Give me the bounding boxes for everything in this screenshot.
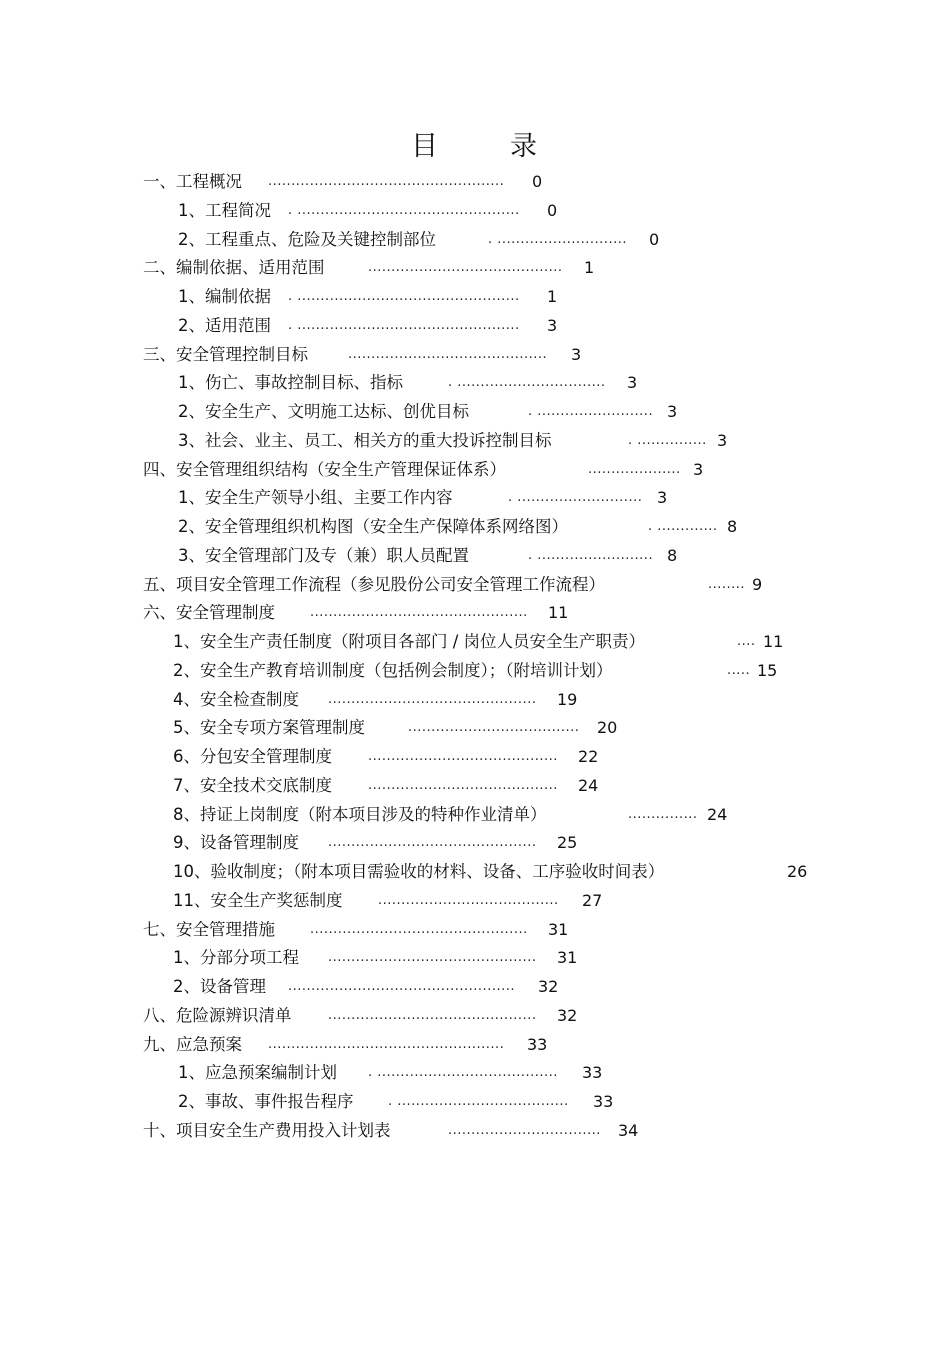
toc-entry-leader: .... xyxy=(737,634,756,649)
toc-entry-page-number: 24 xyxy=(578,775,599,795)
toc-entry[interactable] xyxy=(0,887,950,915)
toc-entry-leader: ....................................... xyxy=(378,892,559,908)
toc-entry-page-number: 20 xyxy=(597,718,618,738)
toc-entry[interactable] xyxy=(0,369,950,397)
toc-entry-label: 六、安全管理制度 xyxy=(143,603,275,623)
toc-entry-label: 3、社会、业主、员工、相关方的重大投诉控制目标 xyxy=(178,430,552,450)
toc-entry-page-number: 1 xyxy=(584,258,595,278)
toc-entry[interactable] xyxy=(0,571,950,599)
toc-entry[interactable] xyxy=(0,686,950,714)
toc-entry-label: 四、安全管理组织结构（安全生产管理保证体系） xyxy=(143,459,506,479)
toc-entry-page-number: 1 xyxy=(547,287,558,306)
toc-entry-leader: ..... xyxy=(727,662,751,678)
toc-entry-leader: . ........................... xyxy=(508,490,643,506)
toc-entry-leader: ........ xyxy=(708,576,746,592)
toc-entry-leader: . ..................................... xyxy=(388,1094,569,1109)
page-title xyxy=(0,124,950,163)
toc-entry-label: 1、工程简况 xyxy=(178,200,271,220)
toc-entry-page-number: 19 xyxy=(557,689,578,709)
title-char-left: 目 xyxy=(411,131,440,162)
toc-entry-page-number: 33 xyxy=(582,1063,603,1083)
toc-entry-page-number: 15 xyxy=(757,660,778,680)
toc-entry[interactable] xyxy=(0,801,950,829)
toc-entry-page-number: 11 xyxy=(763,632,784,651)
toc-entry-label: 十、项目安全生产费用投入计划表 xyxy=(143,1120,391,1140)
toc-entry-page-number: 0 xyxy=(532,172,543,191)
toc-entry-label: 2、设备管理 xyxy=(173,977,266,996)
toc-entry[interactable] xyxy=(0,743,950,771)
toc-entry-label: 1、安全生产领导小组、主要工作内容 xyxy=(178,488,453,508)
toc-entry[interactable] xyxy=(0,427,950,455)
toc-entry[interactable] xyxy=(0,226,950,254)
toc-entry[interactable] xyxy=(0,858,950,886)
toc-entry-leader: . ................................................ xyxy=(288,317,520,333)
toc-entry-label: 1、编制依据 xyxy=(178,287,271,306)
toc-entry-leader: . ......................... xyxy=(528,404,654,419)
toc-entry-label: 5、安全专项方案管理制度 xyxy=(173,718,365,738)
toc-entry-page-number: 8 xyxy=(667,545,678,565)
toc-entry-label: 1、安全生产责任制度（附项目各部门 / 岗位人员安全生产职责） xyxy=(173,632,646,651)
toc-entry-page-number: 31 xyxy=(557,948,578,968)
toc-entry-page-number: 11 xyxy=(548,603,569,623)
toc-entry[interactable] xyxy=(0,944,950,972)
toc-entry[interactable] xyxy=(0,1002,950,1030)
toc-entry[interactable] xyxy=(0,1117,950,1145)
toc-entry[interactable] xyxy=(0,484,950,512)
toc-entry-label: 2、安全生产教育培训制度（包括例会制度）；（附培训计划） xyxy=(173,660,613,680)
toc-entry-page-number: 22 xyxy=(578,747,599,766)
toc-entry-leader: ............................................. xyxy=(328,835,537,851)
toc-entry[interactable] xyxy=(0,341,950,369)
toc-entry-page-number: 8 xyxy=(727,517,738,536)
toc-entry[interactable] xyxy=(0,916,950,944)
toc-entry-label: 4、安全检查制度 xyxy=(173,689,299,709)
toc-entry-label: 1、应急预案编制计划 xyxy=(178,1063,337,1083)
toc-entry-label: 2、工程重点、危险及关键控制部位 xyxy=(178,229,436,249)
title-char-right: 录 xyxy=(510,131,539,162)
toc-entry-page-number: 0 xyxy=(547,200,558,220)
toc-entry-leader: ......................................... xyxy=(368,777,558,793)
toc-entry-leader: ............................................. xyxy=(328,1007,537,1023)
toc-entry-leader: ............................................. xyxy=(328,950,537,966)
toc-entry-label: 10、验收制度；（附本项目需验收的材料、设备、工序验收时间表） xyxy=(173,862,665,881)
toc-entry-page-number: 24 xyxy=(707,804,728,824)
toc-entry-label: 二、编制依据、适用范围 xyxy=(143,258,325,278)
toc-entry-leader: ................................................. xyxy=(288,979,515,994)
toc-entry-leader: ................................................... xyxy=(268,1036,505,1052)
toc-entry-leader: . ................................................ xyxy=(288,289,520,304)
toc-entry-page-number: 3 xyxy=(693,459,704,479)
toc-entry[interactable] xyxy=(0,973,950,1001)
toc-entry-label: 九、应急预案 xyxy=(143,1034,242,1054)
toc-entry-leader: ............................................... xyxy=(310,921,528,937)
toc-entry[interactable] xyxy=(0,1059,950,1087)
toc-entry-page-number: 9 xyxy=(752,574,763,594)
toc-entry-leader: ......................................... xyxy=(368,749,558,764)
toc-entry[interactable] xyxy=(0,657,950,685)
toc-entry[interactable] xyxy=(0,628,950,656)
toc-entry-label: 7、安全技术交底制度 xyxy=(173,775,332,795)
toc-entry-label: 八、危险源辨识清单 xyxy=(143,1005,292,1025)
toc-entry[interactable] xyxy=(0,714,950,742)
toc-entry-page-number: 34 xyxy=(618,1120,639,1140)
toc-entry-leader: ................................. xyxy=(448,1122,601,1138)
toc-entry[interactable] xyxy=(0,168,950,196)
toc-entry-leader: ............... xyxy=(628,806,698,822)
toc-entry-page-number: 25 xyxy=(557,833,578,853)
toc-entry-label: 七、安全管理措施 xyxy=(143,919,275,939)
toc-entry[interactable] xyxy=(0,542,950,570)
toc-entry[interactable] xyxy=(0,829,950,857)
toc-entry[interactable] xyxy=(0,197,950,225)
toc-entry-leader: . ....................................... xyxy=(368,1065,558,1081)
toc-entry[interactable] xyxy=(0,312,950,340)
toc-entry-label: 8、持证上岗制度（附本项目涉及的特种作业清单） xyxy=(173,804,547,824)
toc-entry-page-number: 3 xyxy=(717,430,728,450)
toc-entry[interactable] xyxy=(0,1088,950,1116)
toc-entry-leader: . ............... xyxy=(628,432,707,448)
toc-entry-leader: ..................................... xyxy=(408,720,580,736)
toc-entry-label: 2、安全生产、文明施工达标、创优目标 xyxy=(178,402,469,421)
toc-entry-leader: ............................................. xyxy=(328,691,537,707)
toc-entry-page-number: 3 xyxy=(657,488,668,508)
toc-entry-page-number: 31 xyxy=(548,919,569,939)
toc-entry-page-number: 32 xyxy=(538,977,559,996)
toc-entry-page-number: 3 xyxy=(571,344,582,364)
toc-entry-label: 2、安全管理组织机构图（安全生产保障体系网络图） xyxy=(178,517,568,536)
toc-entry-label: 6、分包安全管理制度 xyxy=(173,747,332,766)
toc-entry-label: 1、伤亡、事故控制目标、指标 xyxy=(178,373,403,393)
toc-entry-page-number: 3 xyxy=(667,402,678,421)
toc-entry-page-number: 33 xyxy=(593,1092,614,1111)
toc-entry-label: 五、项目安全管理工作流程（参见股份公司安全管理工作流程） xyxy=(143,574,605,594)
toc-entry-leader: . ............................ xyxy=(488,231,627,247)
toc-entry-page-number: 3 xyxy=(627,373,638,393)
toc-entry[interactable] xyxy=(0,456,950,484)
toc-entry-leader: ............................................... xyxy=(310,605,528,621)
toc-entry-leader: .......................................... xyxy=(368,260,563,276)
toc-entry-page-number: 33 xyxy=(527,1034,548,1054)
toc-entry-label: 1、分部分项工程 xyxy=(173,948,299,968)
toc-entry-page-number: 26 xyxy=(787,862,808,881)
toc-entry-label: 3、安全管理部门及专（兼）职人员配置 xyxy=(178,545,469,565)
toc-entry-page-number: 27 xyxy=(582,890,603,910)
toc-entry-label: 2、适用范围 xyxy=(178,315,271,335)
toc-entry-label: 9、设备管理制度 xyxy=(173,833,299,853)
toc-entry-leader: . ................................ xyxy=(448,375,606,391)
toc-entry[interactable] xyxy=(0,398,950,426)
toc-entry-label: 11、安全生产奖惩制度 xyxy=(173,890,343,910)
toc-entry-leader: . ......................... xyxy=(528,547,654,563)
toc-entry-label: 三、安全管理控制目标 xyxy=(143,344,308,364)
toc-entry-leader: . ............. xyxy=(648,519,718,534)
toc-entry-page-number: 32 xyxy=(557,1005,578,1025)
toc-entry[interactable] xyxy=(0,1031,950,1059)
toc-entry-page-number: 3 xyxy=(547,315,558,335)
toc-entry[interactable] xyxy=(0,283,950,311)
toc-entry-label: 一、工程概况 xyxy=(143,172,242,191)
toc-entry-label: 2、事故、事件报告程序 xyxy=(178,1092,354,1111)
toc-entry[interactable] xyxy=(0,254,950,282)
toc-entry-leader: . ................................................ xyxy=(288,202,520,218)
toc-entry[interactable] xyxy=(0,599,950,627)
toc-entry-leader: .................... xyxy=(588,461,681,477)
toc-entry-page-number: 0 xyxy=(649,229,660,249)
toc-entry[interactable] xyxy=(0,513,950,541)
toc-entry-leader: ........................................... xyxy=(348,346,548,362)
toc-entry-leader: ................................................... xyxy=(268,174,505,189)
toc-entry[interactable] xyxy=(0,772,950,800)
